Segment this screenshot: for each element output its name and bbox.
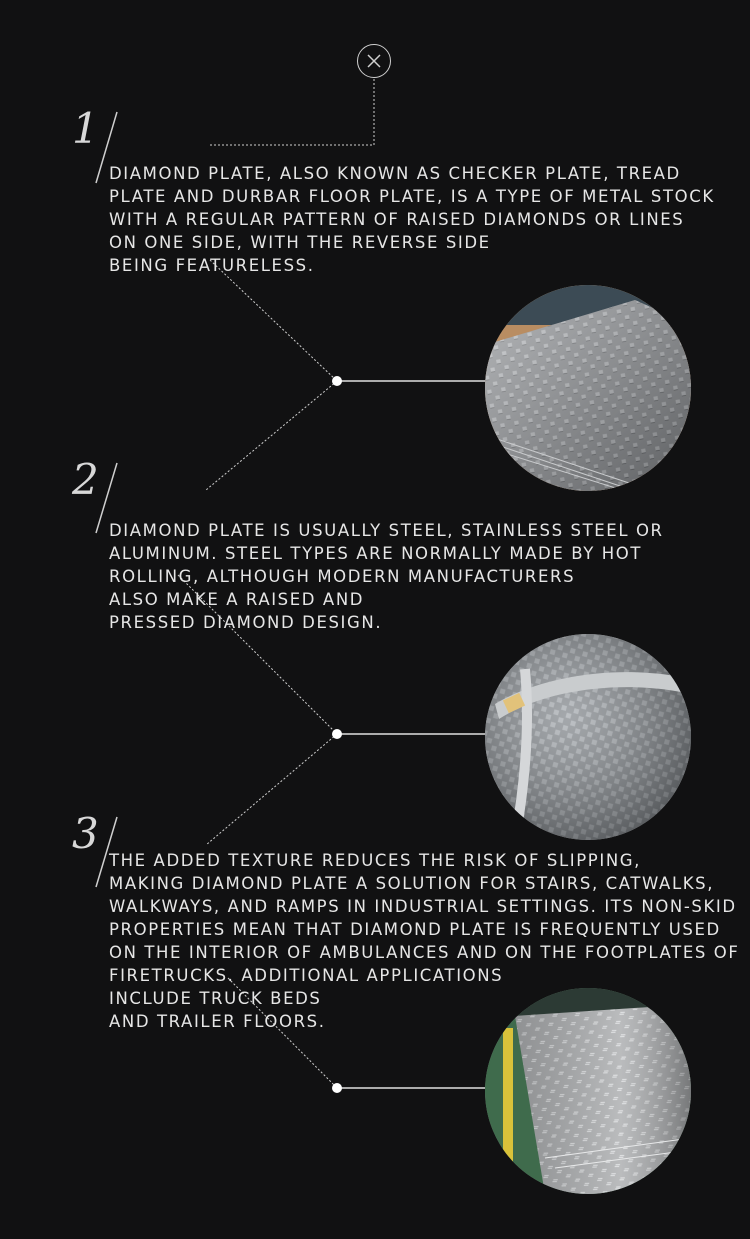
section3-line: MAKING DIAMOND PLATE A SOLUTION FOR STAIRS, CATWALKS, xyxy=(109,874,715,893)
section3-line: INCLUDE TRUCK BEDS xyxy=(109,989,322,1008)
section2-line: ALSO MAKE A RAISED AND xyxy=(109,590,365,609)
section1-line: WITH A REGULAR PATTERN OF RAISED DIAMONDS OR LINES xyxy=(109,210,685,229)
section1-text xyxy=(109,162,715,277)
section3-number: 3 xyxy=(72,809,99,858)
section1-line: DIAMOND PLATE, ALSO KNOWN AS CHECKER PLATE, TREAD xyxy=(109,164,681,183)
aluminum-tread-plate-sheets-photo xyxy=(485,988,691,1194)
section2-text xyxy=(109,519,664,634)
section2-line: ALUMINUM. STEEL TYPES ARE NORMALLY MADE BY HOT xyxy=(109,544,643,563)
section1-line: BEING FEATURELESS. xyxy=(109,256,315,275)
close-x-icon xyxy=(358,45,390,77)
section3-node-dot xyxy=(332,1083,342,1093)
diamond-plate-stack-photo xyxy=(485,285,691,491)
section2-node-dot xyxy=(332,729,342,739)
section3-line: FIRETRUCKS. ADDITIONAL APPLICATIONS xyxy=(109,966,504,985)
section2-diagonal-out xyxy=(206,734,337,845)
section3-line: ON THE INTERIOR OF AMBULANCES AND ON THE FOOTPLATES OF xyxy=(109,943,740,962)
section2-line: PRESSED DIAMOND DESIGN. xyxy=(109,613,383,632)
section3-line: WALKWAYS, AND RAMPS IN INDUSTRIAL SETTINGS. ITS NON-SKID xyxy=(109,897,737,916)
section3-line: PROPERTIES MEAN THAT DIAMOND PLATE IS FREQUENTLY USED xyxy=(109,920,721,939)
section1-diagonal-out xyxy=(206,381,337,490)
section2-number: 2 xyxy=(72,455,99,504)
section1-line: PLATE AND DURBAR FLOOR PLATE, IS A TYPE OF METAL STOCK xyxy=(109,187,715,206)
section2-line: ROLLING, ALTHOUGH MODERN MANUFACTURERS xyxy=(109,567,576,586)
section3-line: THE ADDED TEXTURE REDUCES THE RISK OF SLIPPING, xyxy=(109,851,641,870)
section1-line: ON ONE SIDE, WITH THE REVERSE SIDE xyxy=(109,233,491,252)
section1-diagonal-in xyxy=(210,260,337,381)
section1-number: 1 xyxy=(72,104,99,153)
close-button[interactable] xyxy=(357,44,391,78)
checker-plate-coil-photo xyxy=(485,634,691,840)
section2-line: DIAMOND PLATE IS USUALLY STEEL, STAINLESS STEEL OR xyxy=(109,521,664,540)
top-connector-line xyxy=(210,79,374,145)
section1-node-dot xyxy=(332,376,342,386)
section3-line: AND TRAILER FLOORS. xyxy=(109,1012,326,1031)
